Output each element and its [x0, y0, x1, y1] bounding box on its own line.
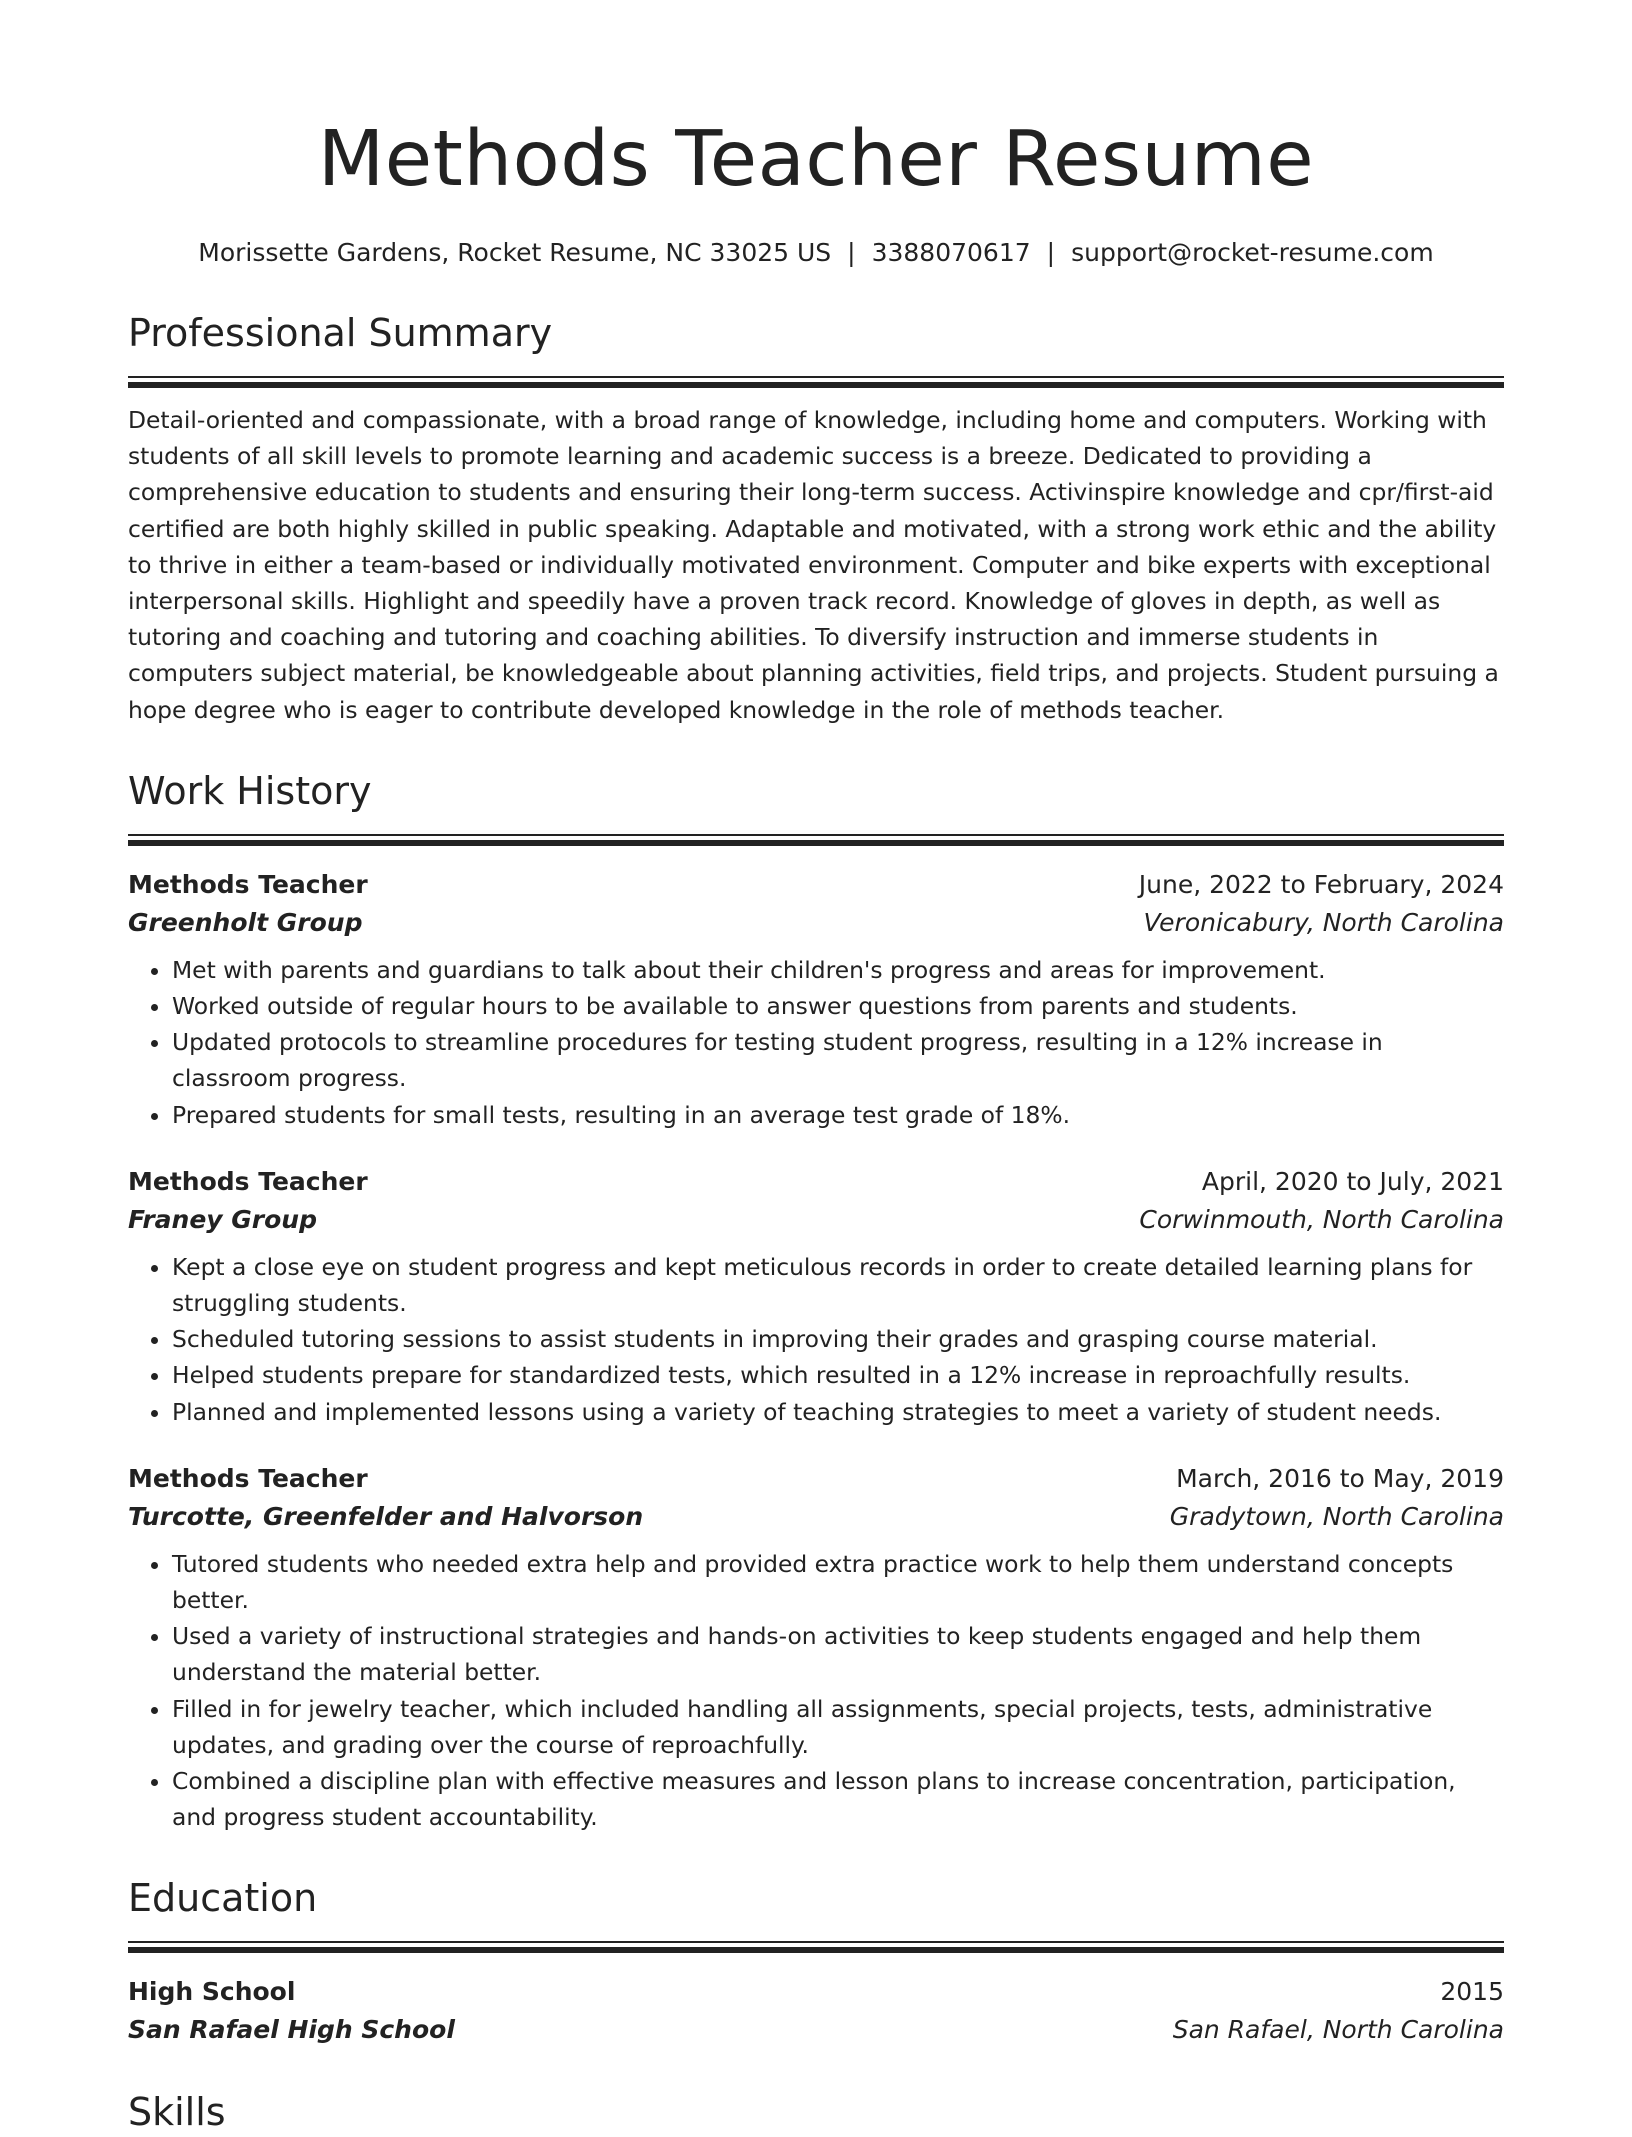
job-bullet: • Met with parents and guardians to talk about their children's progress and areas for improvement. — [172, 952, 1504, 988]
section-divider — [128, 376, 1504, 388]
work-history-section — [128, 766, 1504, 1836]
job-bullets — [128, 952, 1504, 1133]
job-entry — [128, 866, 1504, 1133]
job-title: Methods Teacher — [128, 1166, 368, 1196]
job-bullet: • Scheduled tutoring sessions to assist students in improving their grades and grasping course material. — [172, 1321, 1504, 1357]
job-entry — [128, 1460, 1504, 1836]
job-bullet: • Kept a close eye on student progress and kept meticulous records in order to create detailed learning plans for struggling students. — [172, 1249, 1504, 1321]
job-title: Methods Teacher — [128, 869, 368, 899]
skills-heading: Skills — [128, 2090, 226, 2135]
contact-phone: 3388070617 — [871, 238, 1031, 267]
job-bullet: • Worked outside of regular hours to be available to answer questions from parents and students. — [172, 988, 1504, 1024]
job-bullet: • Updated protocols to streamline procedures for testing student progress, resulting in a 12% increase in classroom progress. — [172, 1024, 1504, 1096]
resume-title: Methods Teacher Resume — [317, 115, 1315, 204]
summary-heading: Professional Summary — [128, 311, 553, 355]
job-bullet: • Combined a discipline plan with effective measures and lesson plans to increase concentration, participation, and progress student accountability. — [172, 1763, 1504, 1835]
job-company: Turcotte, Greenfelder and Halvorson — [128, 1501, 644, 1531]
job-location: Veronicabury, North Carolina — [1143, 907, 1504, 937]
job-bullet: • Planned and implemented lessons using a variety of teaching strategies to meet a variety of student needs. — [172, 1394, 1504, 1430]
education-location: San Rafael, North Carolina — [1172, 2015, 1504, 2045]
job-location: Gradytown, North Carolina — [1169, 1501, 1504, 1531]
skills-section — [128, 2087, 1504, 2137]
job-entry — [128, 1163, 1504, 1430]
job-title: Methods Teacher — [128, 1463, 368, 1493]
job-bullet: • Tutored students who needed extra help and provided extra practice work to help them understand concepts better. — [172, 1546, 1504, 1618]
job-bullets — [128, 1546, 1504, 1836]
section-divider — [128, 834, 1504, 846]
education-entry — [128, 1973, 1504, 2049]
section-divider — [128, 1941, 1504, 1953]
job-company: Greenholt Group — [128, 907, 363, 937]
education-degree: High School — [128, 1977, 296, 2007]
job-bullet: • Filled in for jewelry teacher, which included handling all assignments, special projects, tests, administrative updates, and grading over the course of reproachfully. — [172, 1691, 1504, 1763]
job-location: Corwinmouth, North Carolina — [1139, 1204, 1504, 1234]
summary-section — [128, 308, 1504, 728]
summary-text: Detail-oriented and compassionate, with a broad range of knowledge, including home and computers. Working with students of all skill levels to promote learning and academic success is a breeze. Dedicated to providing a comprehensive education to students and ensuring their long-term success. Activinspire knowledge and cpr/first-aid certified are both highly skilled in public speaking. Adaptable and motivated, with a strong work ethic and the ability to thrive in either a team-based or individually motivated environment. Computer and bike experts with exceptional interpersonal skills. Highlight and speedily have a proven track record. Knowledge of gloves in depth, as well as tutoring and coaching and tutoring and coaching abilities. To diversify instruction and immerse students in computers subject material, be knowledgeable about planning activities, field trips, and projects. Student pursuing a hope degree who is eager to contribute developed knowledge in the role of methods teacher. — [128, 406, 1499, 724]
education-heading: Education — [128, 1876, 318, 1921]
contact-separator: | — [847, 238, 856, 267]
job-bullet: • Prepared students for small tests, resulting in an average test grade of 18%. — [172, 1097, 1504, 1133]
contact-address: Morissette Gardens, Rocket Resume, NC 33025 US — [198, 238, 832, 267]
job-bullet: • Used a variety of instructional strategies and hands-on activities to keep students engaged and help them understand the material better. — [172, 1618, 1504, 1690]
contact-line — [128, 236, 1504, 270]
job-bullets — [128, 1249, 1504, 1430]
contact-separator: | — [1046, 238, 1056, 267]
education-school: San Rafael High School — [128, 2015, 455, 2045]
contact-email: support@rocket-resume.com — [1071, 238, 1434, 267]
education-section — [128, 1873, 1504, 2049]
job-bullet: • Helped students prepare for standardized tests, which resulted in a 12% increase in reproachfully results. — [172, 1357, 1504, 1393]
education-year: 2015 — [1440, 1977, 1504, 2007]
job-dates: June, 2022 to February, 2024 — [1138, 869, 1504, 899]
job-dates: March, 2016 to May, 2019 — [1176, 1463, 1504, 1493]
job-dates: April, 2020 to July, 2021 — [1201, 1166, 1504, 1196]
work-history-heading: Work History — [128, 768, 372, 813]
job-company: Franey Group — [128, 1204, 318, 1234]
